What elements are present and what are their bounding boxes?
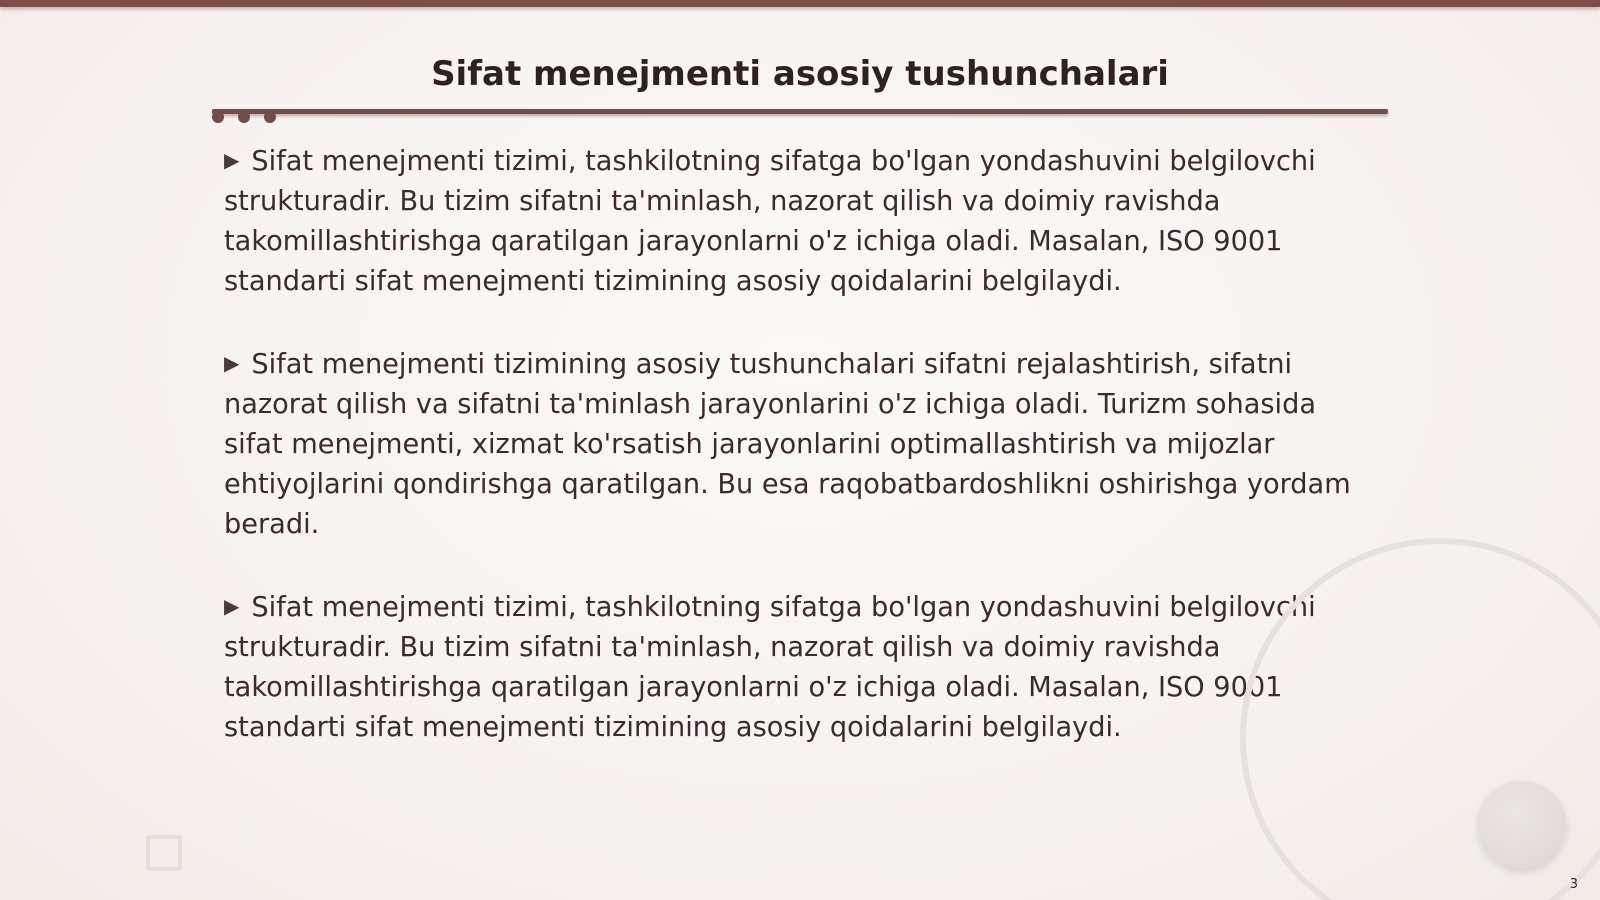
slide-content (224, 140, 1374, 789)
decorative-square (146, 835, 182, 871)
paragraph-text: Sifat menejmenti tizimi, tashkilotning sifatga bo'lgan yondashuvini belgilovchi strukturadir. Bu tizim sifatni ta'minlash, nazorat qilish va doimiy ravishda takomillashtirishga qaratilgan jarayonlarni o'z ichiga oladi. Masalan, ISO 9001 standarti sifat menejmenti tizimining asosiy qoidalarini belgilaydi. (224, 146, 1316, 297)
underline-dot (212, 111, 224, 123)
decorative-disc (1478, 781, 1566, 869)
page-number: 3 (1569, 877, 1578, 892)
bullet-paragraph (224, 140, 1374, 302)
underline-dot (264, 111, 276, 123)
triangle-right-icon: ▶ (224, 594, 240, 618)
triangle-right-icon: ▶ (224, 351, 240, 375)
paragraph-text: Sifat menejmenti tizimi, tashkilotning sifatga bo'lgan yondashuvini belgilovchi strukturadir. Bu tizim sifatni ta'minlash, nazorat qilish va doimiy ravishda takomillashtirishga qaratilgan jarayonlarni o'z ichiga oladi. Masalan, ISO 9001 standarti sifat menejmenti tizimining asosiy qoidalarini belgilaydi. (224, 592, 1316, 743)
title-underline (212, 109, 1388, 114)
slide-title: Sifat menejmenti asosiy tushunchalari (431, 54, 1169, 94)
underline-dot (238, 111, 250, 123)
bullet-paragraph (224, 343, 1374, 545)
triangle-right-icon: ▶ (224, 148, 240, 172)
paragraph-text: Sifat menejmenti tizimining asosiy tushunchalari sifatni rejalashtirish, sifatni nazorat qilish va sifatni ta'minlash jarayonlarini o'z ichiga oladi. Turizm sohasida sifat menejmenti, xizmat ko'rsatish jarayonlarini optimallashtirish va mijozlar ehtiyojlarini qondirishga qaratilgan. Bu esa raqobatbardoshlikni oshirishga yordam beradi. (224, 349, 1351, 540)
bullet-paragraph (224, 586, 1374, 748)
top-accent-bar (0, 0, 1600, 7)
